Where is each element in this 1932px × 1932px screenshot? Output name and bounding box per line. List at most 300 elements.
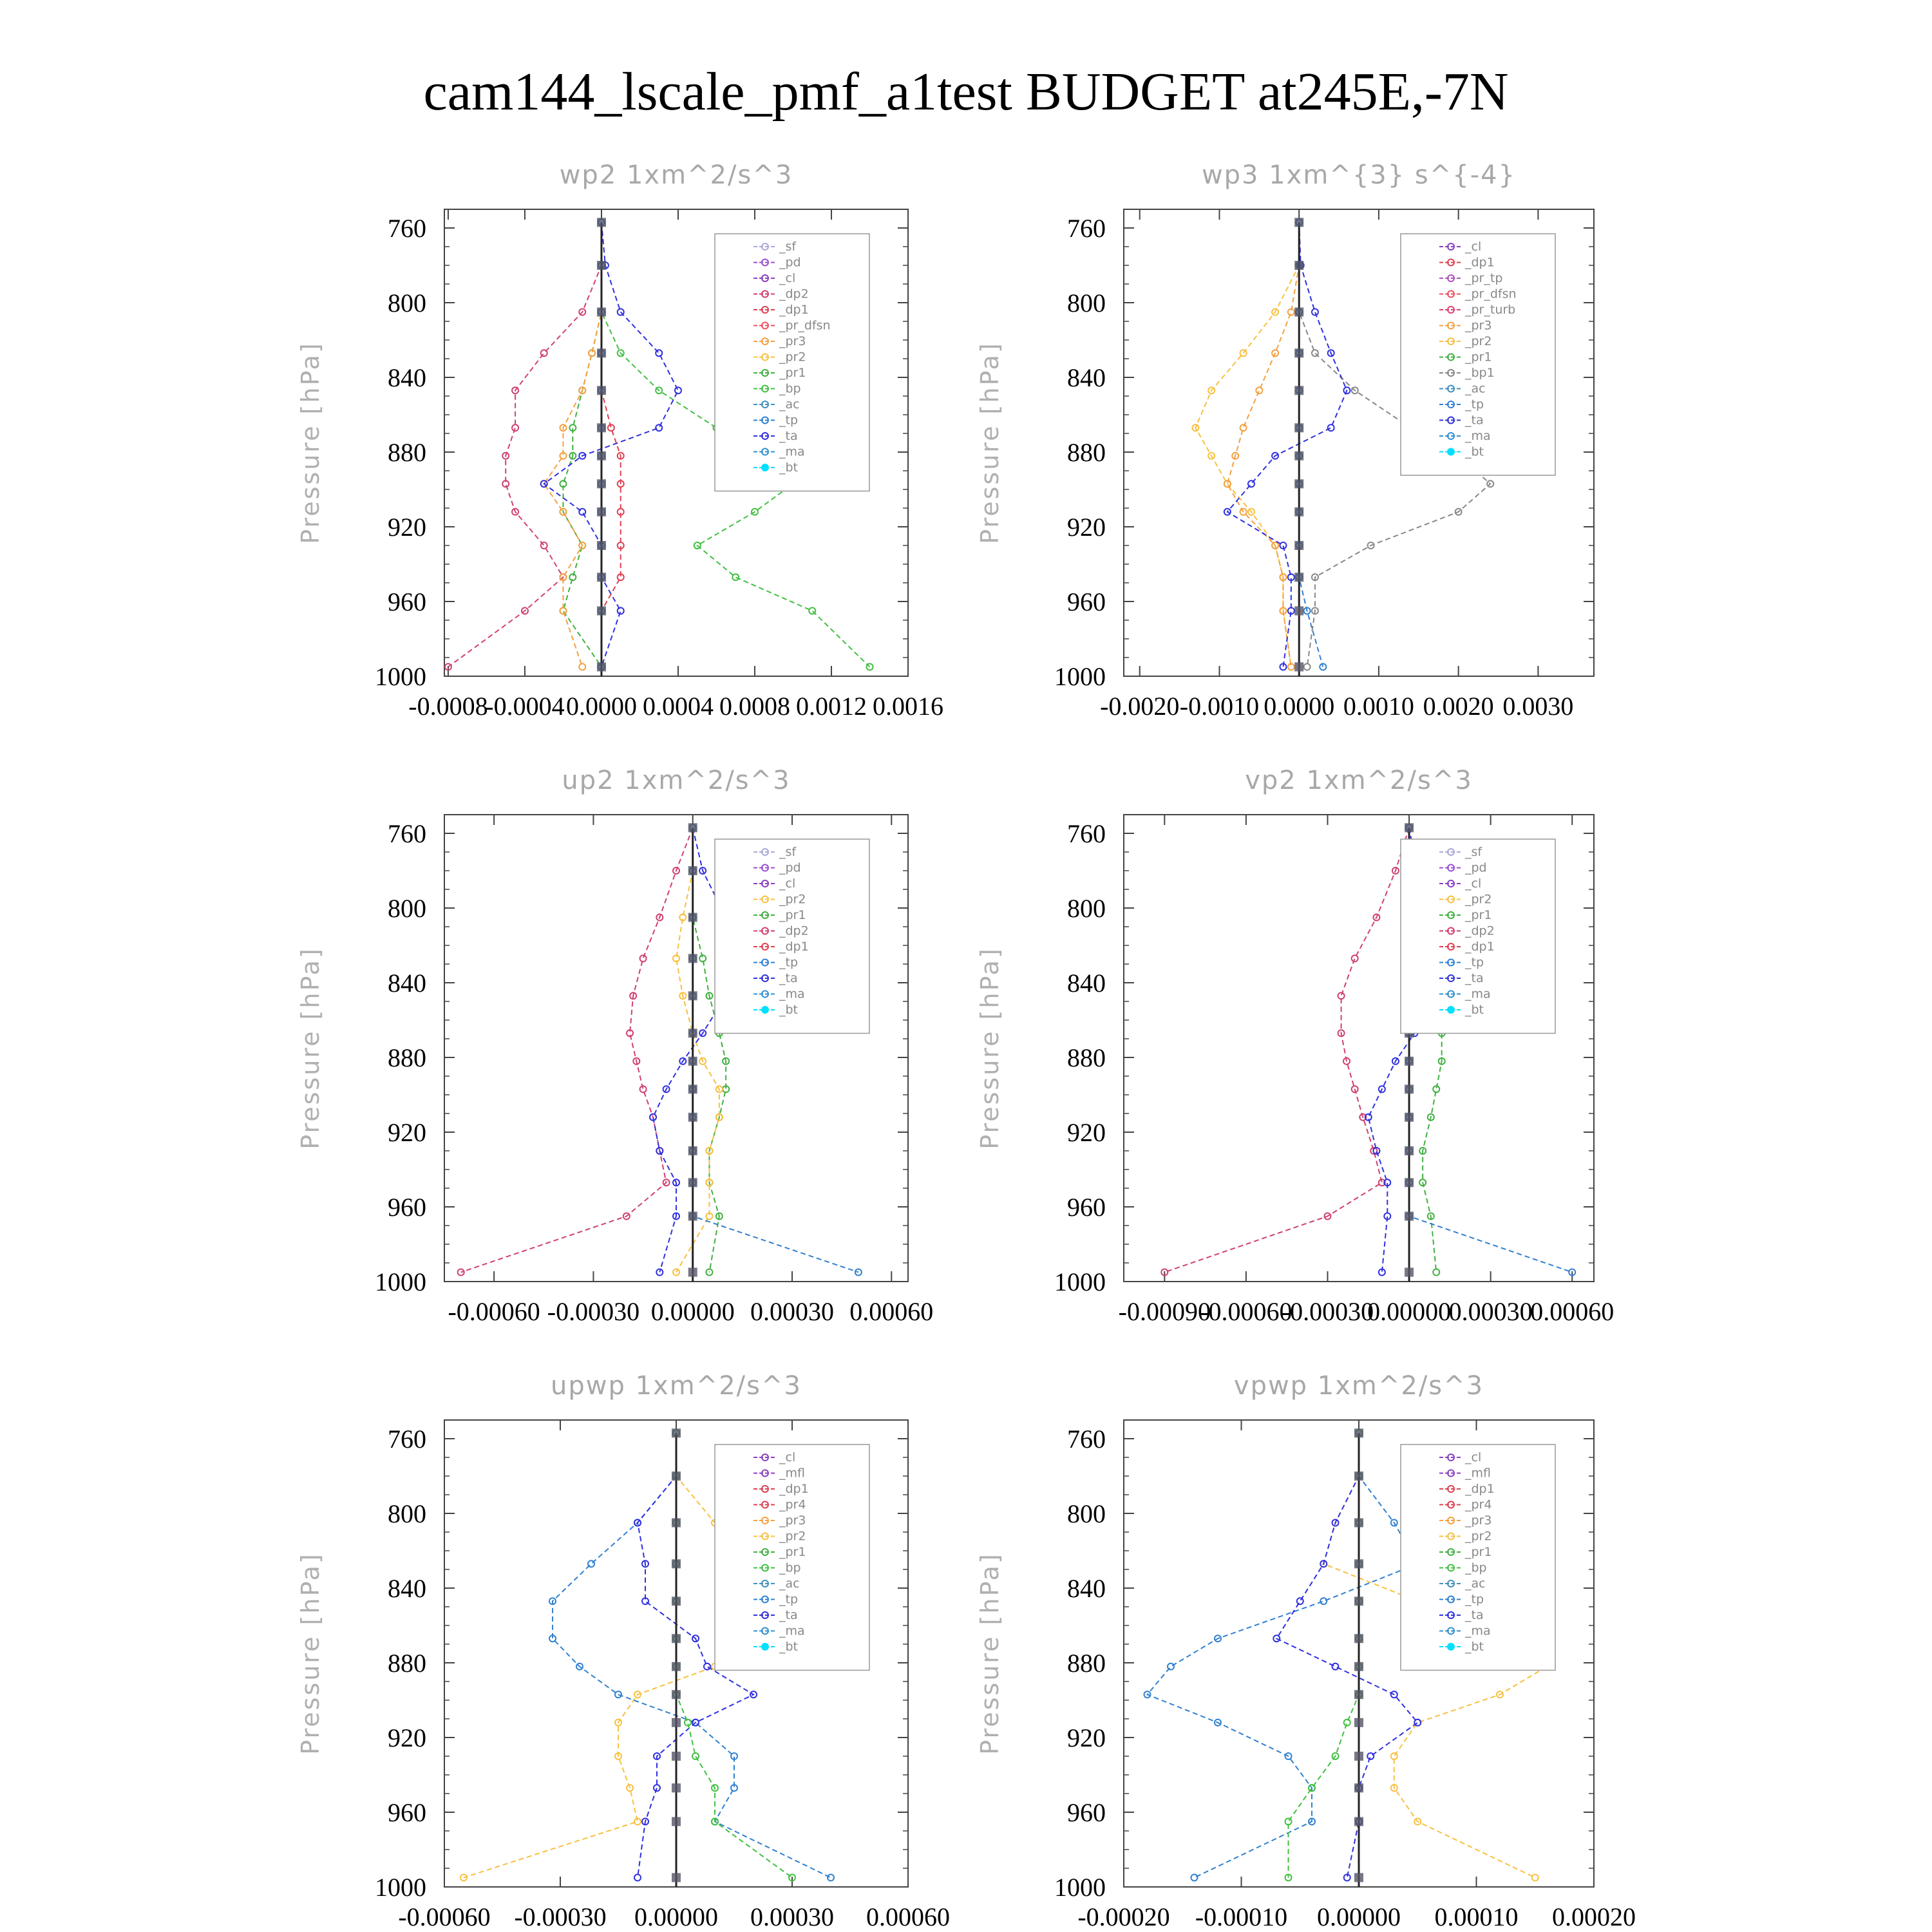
data-point [1312,350,1318,356]
zero-marker [597,507,606,516]
legend-label: _ta [1465,413,1484,428]
data-point [1168,1663,1174,1670]
y-axis-label: Pressure [hPa] [976,947,1004,1150]
y-tick-label: 840 [388,363,426,392]
legend-label: _cl [779,876,796,891]
zero-marker [672,1428,681,1437]
legend-label: _pd [1465,860,1487,875]
legend-label: _pr2 [779,892,806,907]
zero-marker [597,541,606,550]
legend-marker [1448,1643,1454,1650]
legend-label: _pr3 [1465,318,1492,333]
y-tick-label: 880 [1067,1043,1106,1072]
legend-label: _mfl [779,1466,805,1481]
x-tick-label: -0.0008 [408,692,488,721]
legend-label: _ac [779,1577,800,1591]
zero-marker [597,663,606,672]
zero-marker [597,607,606,616]
x-tick-label: 0.0012 [795,692,867,721]
legend-label: _bt [1465,1640,1484,1654]
zero-marker [688,1146,697,1155]
legend-label: _dp1 [1465,255,1495,270]
series-line-ta [544,222,678,667]
y-tick-label: 920 [1067,1118,1106,1147]
series-line-dp2 [461,828,693,1272]
panel-6 [976,1371,1636,1931]
data-point [1304,664,1311,670]
y-axis-label: Pressure [hPa] [296,341,325,544]
data-point [1332,1663,1339,1670]
legend-label: _mfl [1465,1466,1491,1481]
y-axis-label: Pressure [hPa] [976,341,1004,544]
zero-marker [1294,451,1303,460]
x-tick-label: 0.00010 [1434,1902,1519,1931]
panel-3 [296,766,933,1326]
x-tick-label: 0.00030 [750,1297,834,1326]
data-point [732,574,739,580]
x-tick-label: 0.00060 [866,1902,950,1931]
zero-marker [672,1817,681,1826]
series-line-pr3 [1227,222,1299,667]
zero-marker [672,1662,681,1671]
x-tick-label: 0.00000 [1367,1297,1452,1326]
zero-marker [1405,1057,1414,1066]
legend-label: _ma [779,1624,805,1638]
x-tick-label: 0.00020 [1552,1902,1636,1931]
legend-label: _tp [779,413,799,428]
zero-marker [688,991,697,1000]
zero-marker [1294,541,1303,550]
data-point [541,350,547,356]
data-point [656,424,662,431]
legend-label: _tp [779,955,799,970]
x-tick-label: 0.00000 [634,1902,718,1931]
legend-label: _ma [779,444,805,459]
zero-marker [688,1212,697,1221]
legend-marker [762,1007,768,1013]
zero-marker [1354,1428,1363,1437]
y-tick-label: 800 [388,1499,426,1528]
zero-marker [688,913,697,922]
data-point [512,424,518,431]
legend-label: _dp1 [1465,1482,1495,1496]
data-point [1320,1598,1327,1604]
legend-label: _pr1 [779,366,806,380]
legend-label: _pr2 [779,1529,806,1544]
zero-marker [672,1472,681,1481]
y-tick-label: 800 [1067,1499,1106,1528]
zero-marker [597,386,606,395]
legend-label: _ac [1465,381,1486,396]
legend-marker [762,1643,768,1650]
x-tick-label: 0.0016 [873,692,943,721]
x-tick-label: 0.0000 [565,692,637,721]
zero-marker [672,1596,681,1605]
data-point [618,608,624,614]
legend-label: _pd [779,860,801,875]
legend-label: _pr_dfsn [1465,287,1517,301]
legend-label: _pr1 [1465,1545,1492,1559]
zero-marker [1354,1634,1363,1643]
legend-label: _pr1 [1465,350,1492,365]
zero-marker [1405,1084,1414,1094]
zero-marker [1405,1178,1414,1187]
zero-marker [688,954,697,963]
panel-title: vpwp 1xm^2/s^3 [1233,1371,1484,1401]
y-tick-label: 920 [1067,513,1106,542]
data-point [1344,1719,1350,1726]
zero-marker [1354,1690,1363,1699]
x-tick-label: -0.00060 [1200,1297,1293,1326]
y-tick-label: 760 [1067,214,1106,243]
legend-label: _bp [1465,1560,1487,1575]
zero-marker [672,1634,681,1643]
series-line-pr1 [563,222,601,667]
x-tick-label: -0.00090 [1118,1297,1211,1326]
zero-marker [597,479,606,488]
legend-marker [762,464,768,471]
zero-marker [688,1084,697,1094]
legend-label: _ma [1465,1624,1491,1638]
legend-label: _ta [779,1608,798,1622]
zero-marker [688,1268,697,1277]
legend-label: _sf [779,845,797,859]
data-point [1191,1875,1198,1881]
legend-label: _cl [779,1450,796,1464]
panel-title: up2 1xm^2/s^3 [562,766,791,795]
y-tick-label: 960 [1067,1193,1106,1222]
zero-marker [1354,1752,1363,1761]
legend-label: _dp2 [779,287,809,301]
y-tick-label: 920 [388,1723,426,1752]
zero-marker [597,423,606,432]
data-point [541,542,547,549]
x-tick-label: -0.0020 [1100,692,1180,721]
panel-title: wp2 1xm^2/s^3 [559,160,793,190]
legend-marker [1448,449,1454,455]
data-point [560,608,566,614]
series-line-tp [1148,1433,1418,1877]
zero-marker [1405,1268,1414,1277]
zero-marker [597,308,606,317]
x-tick-label: 0.00060 [1530,1297,1615,1326]
legend-label: _pr3 [1465,1513,1492,1528]
y-tick-label: 840 [1067,969,1106,998]
legend-label: _pr2 [1465,334,1492,348]
legend-label: _pr4 [779,1497,806,1512]
legend-label: _bt [1465,1003,1484,1017]
data-point [1433,1269,1439,1276]
data-point [1367,1753,1374,1759]
zero-marker [688,1057,697,1066]
zero-marker [1405,1113,1414,1122]
zero-marker [1294,423,1303,432]
x-tick-label: 0.00030 [1448,1297,1533,1326]
series-line-dp1 [601,222,621,667]
y-tick-label: 880 [388,1649,426,1678]
y-tick-label: 960 [388,587,426,616]
legend-label: _bt [779,1003,799,1017]
legend-label: _pr2 [779,350,806,365]
legend-label: _pr3 [779,1513,806,1528]
x-tick-label: 0.00000 [650,1297,735,1326]
x-tick-label: 0.0020 [1423,692,1494,721]
series-line-tp [1299,222,1323,667]
panel-title: vp2 1xm^2/s^3 [1245,766,1473,795]
data-point [654,1785,660,1791]
zero-marker [597,218,606,227]
zero-marker [672,1690,681,1699]
panel-4 [976,766,1614,1326]
x-tick-label: 0.0004 [642,692,714,721]
zero-marker [672,1752,681,1761]
data-point [1391,1753,1397,1759]
data-point [1352,955,1358,961]
zero-marker [1405,1146,1414,1155]
legend-label: _pr1 [1465,908,1492,922]
zero-marker [672,1519,681,1528]
data-point [579,509,585,515]
zero-marker [1354,1718,1363,1727]
legend-label: _pr1 [779,1545,806,1559]
legend-marker [1448,1007,1454,1013]
y-tick-label: 880 [388,438,426,467]
data-point [1338,992,1345,999]
legend-label: _pr_tp [1465,271,1503,285]
x-tick-label: 0.0030 [1502,692,1574,721]
series-line-dp2 [448,222,601,667]
y-tick-label: 840 [388,969,426,998]
zero-marker [1354,1662,1363,1671]
legend-label: _pr3 [779,334,806,348]
data-point [675,387,681,393]
data-point [809,608,815,614]
y-tick-label: 760 [388,819,426,848]
y-tick-label: 840 [1067,1574,1106,1603]
x-tick-label: 0.0010 [1343,692,1414,721]
y-axis-label: Pressure [hPa] [296,947,325,1150]
y-tick-label: 760 [1067,819,1106,848]
y-tick-label: 840 [388,1574,426,1603]
series-line-ta [1276,1433,1417,1877]
data-point [1297,1598,1303,1604]
series-line-pr3 [544,222,601,667]
legend-label: _bt [1465,444,1484,459]
y-axis-label: Pressure [hPa] [296,1552,325,1755]
legend-label: _dp1 [779,1482,809,1496]
zero-marker [1294,348,1303,357]
legend-label: _cl [1465,240,1482,254]
legend-label: _tp [1465,1592,1484,1607]
y-tick-label: 960 [1067,587,1106,616]
panel-title: upwp 1xm^2/s^3 [551,1371,802,1401]
x-tick-label: 0.0008 [719,692,790,721]
legend-label: _pr4 [1465,1497,1492,1512]
y-tick-label: 880 [1067,1649,1106,1678]
legend-label: _ma [1465,987,1491,1001]
y-tick-label: 1000 [1054,1267,1106,1296]
legend-label: _bt [779,1640,799,1654]
legend-label: _dp1 [1465,940,1495,954]
y-tick-label: 1000 [1054,1873,1106,1902]
series-line-dp2 [1164,828,1409,1272]
chart-panels [296,160,1636,1931]
legend-label: _bp [779,1560,801,1575]
legend-label: _cl [1465,1450,1482,1464]
y-tick-label: 760 [388,214,426,243]
x-tick-label: 0.00060 [849,1297,934,1326]
zero-marker [1354,1817,1363,1826]
zero-marker [1294,663,1303,672]
y-tick-label: 800 [388,289,426,317]
legend-label: _tp [779,1592,799,1607]
zero-marker [1354,1873,1363,1882]
series-line-bp [1289,1433,1359,1877]
y-tick-label: 960 [1067,1798,1106,1827]
zero-marker [597,348,606,357]
zero-marker [1354,1559,1363,1568]
y-tick-label: 920 [1067,1723,1106,1752]
zero-marker [688,1178,697,1187]
panel-5 [296,1371,950,1931]
legend-label: _ta [1465,1608,1484,1622]
data-point [1532,1875,1539,1881]
zero-marker [1294,507,1303,516]
legend-label: _bp1 [1465,366,1495,380]
legend-label: _ac [1465,1577,1486,1591]
y-tick-label: 760 [388,1425,426,1454]
y-tick-label: 800 [388,894,426,923]
zero-marker [1294,573,1303,582]
zero-marker [1405,823,1414,832]
legend-label: _pr2 [1465,1529,1492,1544]
zero-marker [1405,1212,1414,1221]
legend-label: _tp [1465,955,1484,970]
zero-marker [688,866,697,875]
legend-label: _cl [779,271,796,285]
data-point [828,1875,834,1881]
legend-label: _pr_dfsn [779,318,831,333]
x-tick-label: 0.0000 [1264,692,1335,721]
zero-marker [1294,386,1303,395]
legend-label: _dp1 [779,940,809,954]
legend-label: _ac [779,397,800,412]
series-line-pr2 [676,828,719,1272]
x-tick-label: -0.00030 [547,1297,640,1326]
data-point [1248,480,1255,487]
y-tick-label: 880 [388,1043,426,1072]
zero-marker [1354,1519,1363,1528]
legend-label: _ta [1465,971,1484,985]
data-point [1256,387,1262,393]
zero-marker [597,573,606,582]
main-title: cam144_lscale_pmf_a1test BUDGET at245E,-7N [423,62,1509,122]
zero-marker [1354,1783,1363,1792]
panel-1 [296,160,943,721]
data-point [640,955,647,961]
y-tick-label: 800 [1067,289,1106,317]
data-point [656,350,662,356]
zero-marker [672,1559,681,1568]
x-tick-label: -0.00030 [514,1902,607,1931]
zero-marker [688,1113,697,1122]
legend-label: _cl [1465,876,1482,891]
y-tick-label: 880 [1067,438,1106,467]
legend-label: _ta [779,429,798,443]
legend-label: _dp2 [1465,923,1495,938]
y-tick-label: 920 [388,1118,426,1147]
zero-marker [1354,1472,1363,1481]
legend-label: _sf [779,240,797,254]
data-point [1414,1719,1421,1726]
y-tick-label: 840 [1067,363,1106,392]
zero-marker [672,1783,681,1792]
y-tick-label: 1000 [375,1267,426,1296]
x-tick-label: -0.00060 [398,1902,491,1931]
y-tick-label: 1000 [1054,662,1106,691]
zero-marker [1294,607,1303,616]
data-point [1328,424,1334,431]
y-tick-label: 1000 [375,1873,426,1902]
panel-2 [976,160,1594,721]
zero-marker [672,1718,681,1727]
data-point [692,1753,699,1759]
x-tick-label: 0.00000 [1317,1902,1401,1931]
data-point [579,664,585,670]
legend-label: _ta [779,971,798,985]
legend-label: _ma [1465,429,1491,443]
x-tick-label: -0.00030 [1281,1297,1374,1326]
legend-label: _pr2 [1465,892,1492,907]
legend-label: _dp1 [779,303,809,317]
zero-marker [1294,261,1303,270]
y-tick-label: 960 [388,1798,426,1827]
y-tick-label: 960 [388,1193,426,1222]
data-point [1312,309,1318,316]
zero-marker [688,823,697,832]
legend-label: _pd [779,255,801,270]
zero-marker [688,1028,697,1037]
zero-marker [597,451,606,460]
x-tick-label: -0.00060 [448,1297,540,1326]
series-line-pr2 [1195,222,1299,667]
zero-marker [1294,218,1303,227]
y-tick-label: 800 [1067,894,1106,923]
data-point [634,1875,641,1881]
y-tick-label: 760 [1067,1425,1106,1454]
zero-marker [1294,479,1303,488]
x-tick-label: 0.00030 [750,1902,834,1931]
x-tick-label: -0.0004 [485,692,565,721]
y-tick-label: 1000 [375,662,426,691]
x-tick-label: -0.0010 [1179,692,1260,721]
legend-label: _pr_turb [1465,303,1516,317]
panel-title: wp3 1xm^{3} s^{-4} [1201,160,1517,190]
y-axis-label: Pressure [hPa] [976,1552,1004,1755]
zero-marker [597,261,606,270]
y-tick-label: 920 [388,513,426,542]
legend-label: _bt [779,460,799,475]
zero-marker [672,1873,681,1882]
data-point [588,1560,594,1567]
x-tick-label: -0.00020 [1077,1902,1170,1931]
zero-marker [1354,1596,1363,1605]
x-tick-label: -0.00010 [1195,1902,1288,1931]
legend-label: _pr1 [779,908,806,922]
legend-label: _sf [1465,845,1482,859]
legend-label: _dp2 [779,923,809,938]
legend-label: _bp [779,381,801,396]
